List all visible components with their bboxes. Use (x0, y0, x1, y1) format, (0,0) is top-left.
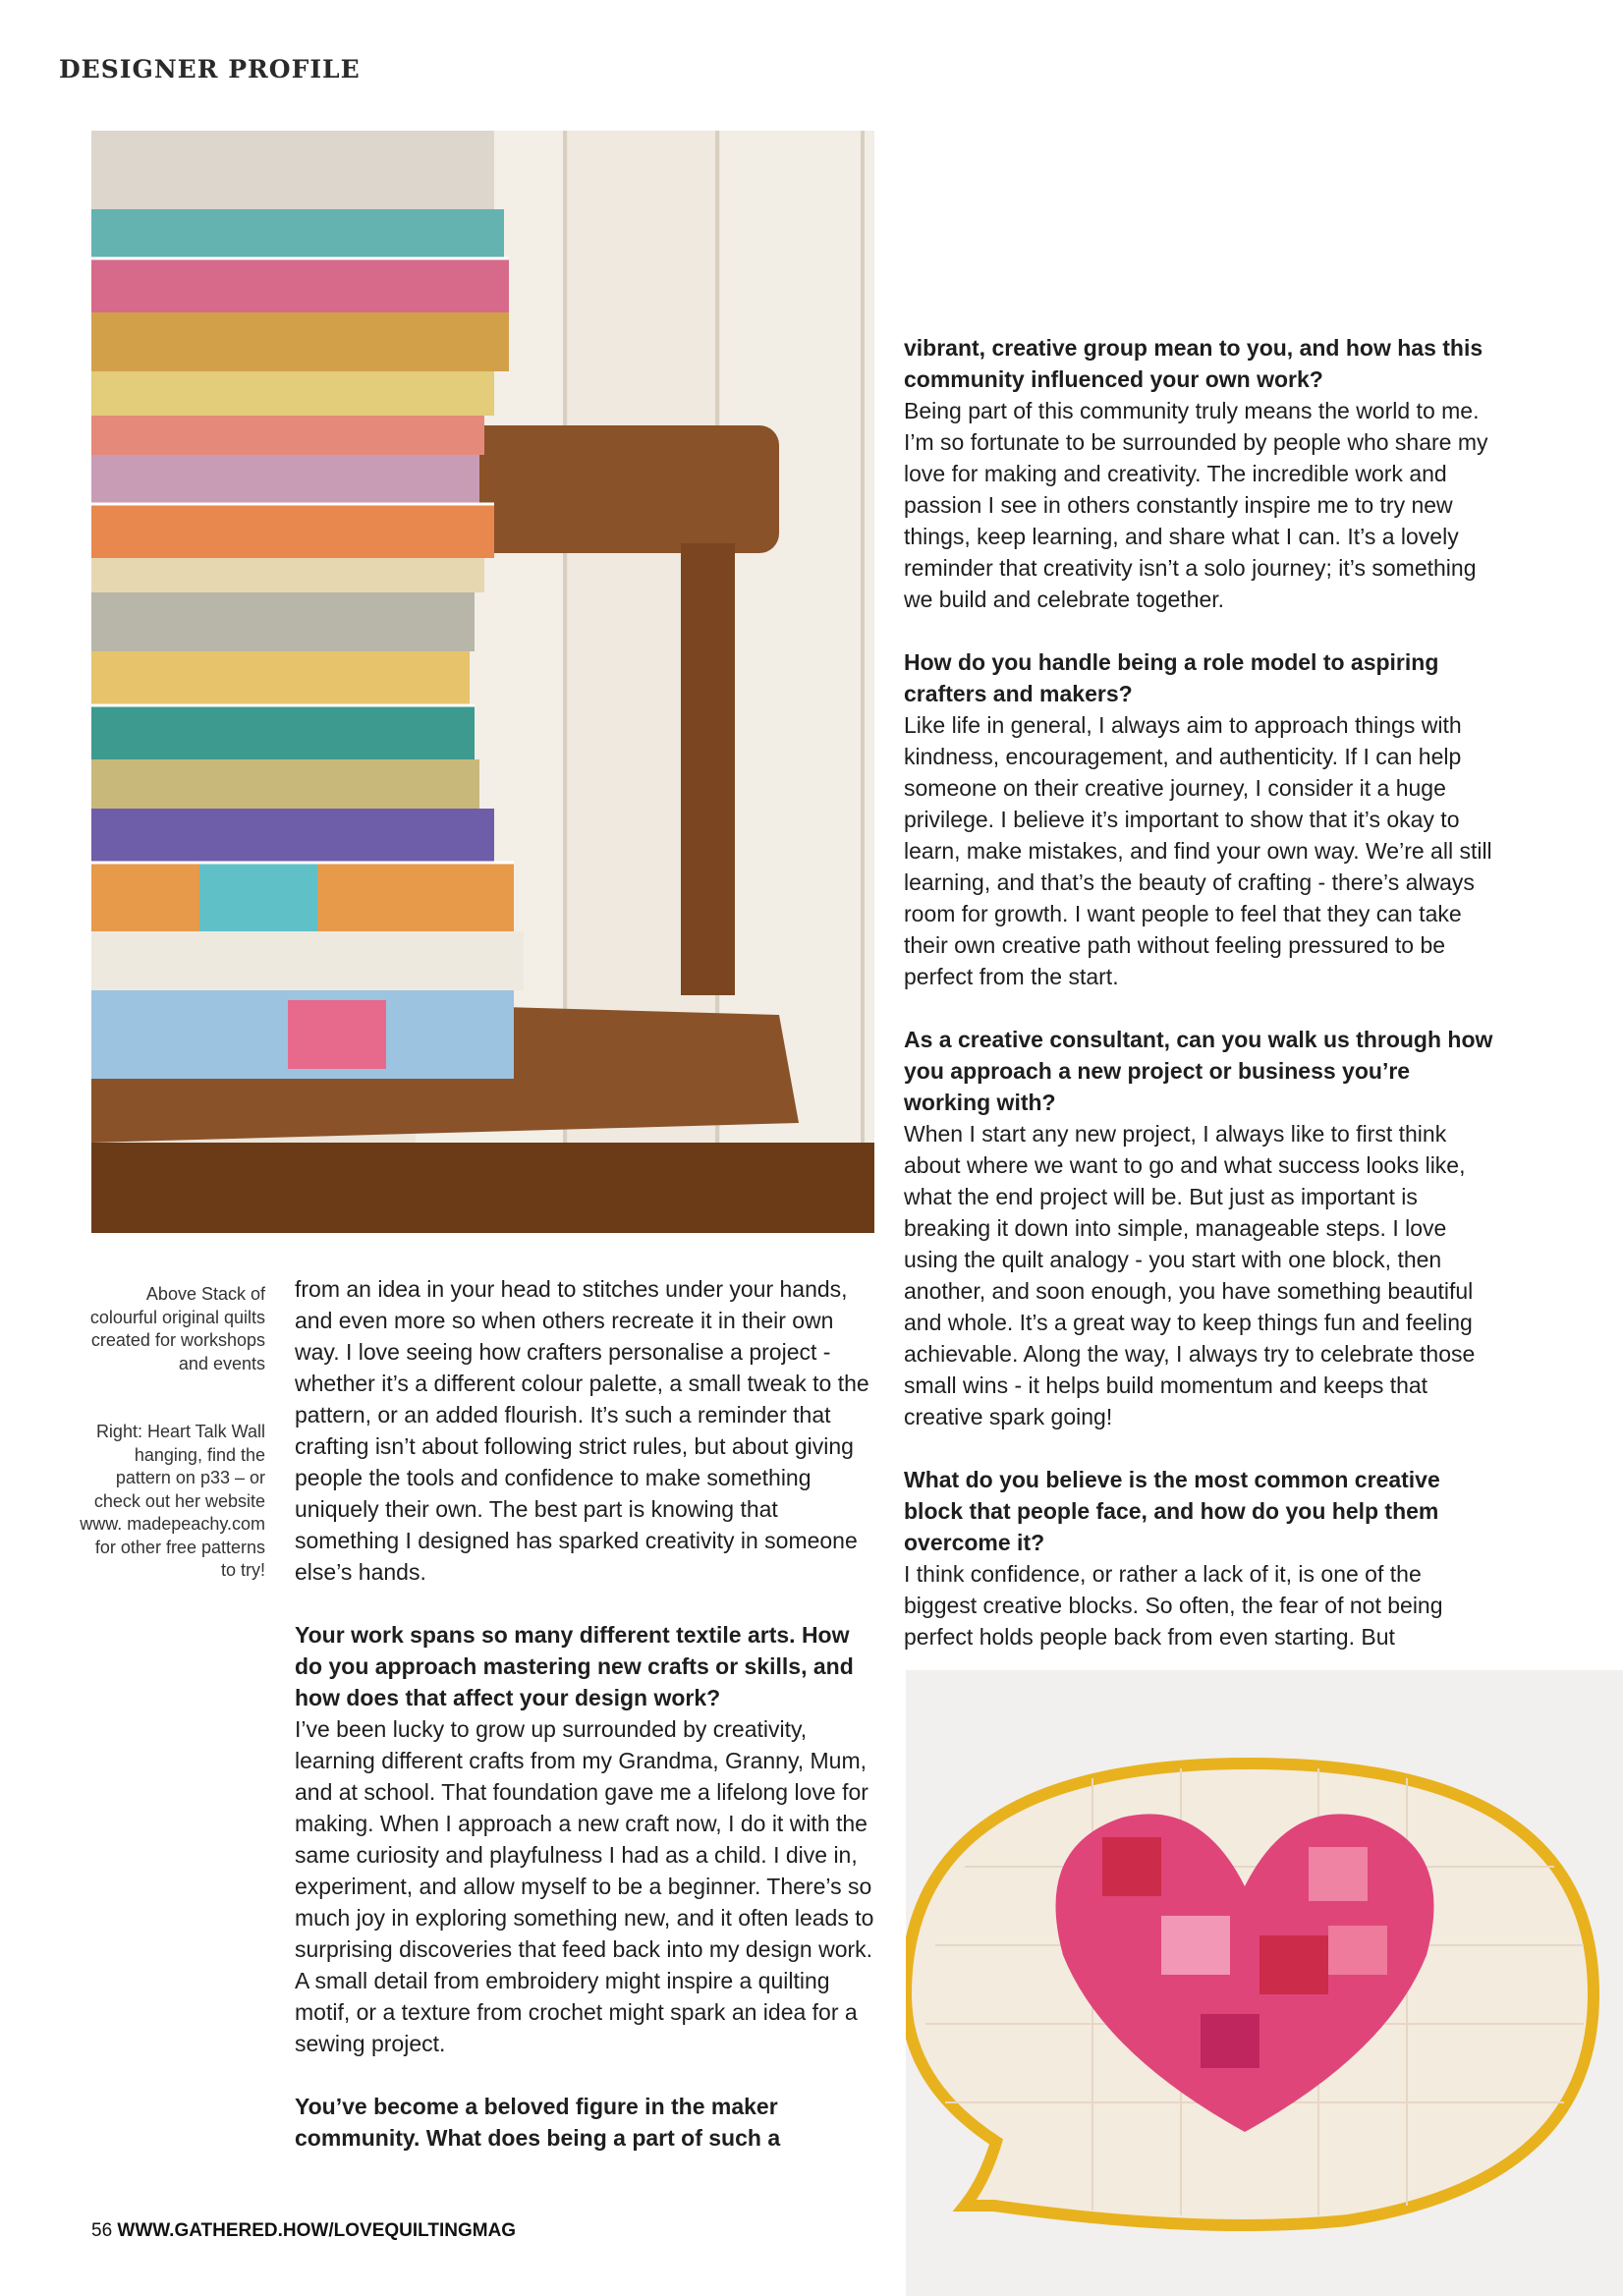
question: vibrant, creative group mean to you, and how has this community influenced your own work? (904, 335, 1483, 392)
answer: I’ve been lucky to grow up surrounded by creativity, learning different crafts from my Grandma, Granny, Mum, and at school. That foundation gave me a lifelong love for making. When I approach a new craft now, I do it with the same curiosity and playfulness I had as a child. I dive in, experiment, and allow myself to be a beginner. There’s so much joy in exploring something new, and it often leads to surprising discoveries that feed back into my design work. A small detail from embroidery might inspire a quilting motif, or a texture from crochet might spark an idea for a sewing project. (295, 1716, 874, 2056)
answer: Like life in general, I always aim to approach things with kindness, encouragement, and authenticity. If I can help someone on their creative journey, I consider it a huge privilege. I believe it’s important to show that it’s okay to learn, make mistakes, and find your own way. We’re all still learning, and that’s the beauty of crafting - there’s always room for growth. I want people to feel that they can take their own creative path without feeling pressured to be perfect from the start. (904, 712, 1492, 989)
question: What do you believe is the most common creative block that people face, and how do you help them overcome it? (904, 1467, 1440, 1555)
qa-block (295, 1619, 876, 2059)
website-url: WWW.GATHERED.HOW/LOVEQUILTINGMAG (117, 2220, 517, 2241)
caption-right: Right: Heart Talk Wall hanging, find the pattern on p33 – or check out her website www. madepeachy.com for other free patterns to try! (80, 1422, 265, 1580)
quilt-stack-photo (91, 131, 874, 1233)
question: How do you handle being a role model to aspiring crafters and makers? (904, 649, 1439, 706)
section-title: DESIGNER PROFILE (59, 55, 361, 84)
question: As a creative consultant, can you walk us through how you approach a new project or business you’re working with? (904, 1027, 1493, 1115)
heart-wall-hanging-photo (906, 1670, 1623, 2296)
qa-block (904, 332, 1493, 615)
qa-block (904, 1024, 1493, 1432)
qa-block (904, 1464, 1493, 1652)
page-footer (91, 2220, 516, 2242)
question: Your work spans so many different textile arts. How do you approach mastering new crafts or skills, and how does that affect your design work? (295, 1622, 854, 1710)
page-number: 56 (91, 2220, 113, 2241)
qa-block (904, 646, 1493, 992)
answer: Being part of this community truly means the world to me. I’m so fortunate to be surrounded by people who share my love for making and creativity. The incredible work and passion I see in others constantly inspire me to try new things, keep learning, and share what I can. It’s a lovely reminder that creativity isn’t a solo journey; it’s something we build and celebrate together. (904, 398, 1488, 612)
answer: When I start any new project, I always like to first think about where we want to go and what success looks like, what the end project will be. But just as important is breaking it down into simple, manageable steps. I love using the quilt analogy - you start with one block, then another, and soon enough, you have something beautiful and whole. It’s a great way to keep things fun and feeling achievable. Along the way, I always try to celebrate those small wins - it helps build momentum and keeps that creative spark going! (904, 1121, 1476, 1429)
right-column (904, 332, 1493, 1684)
answer: I think confidence, or rather a lack of it, is one of the biggest creative blocks. So often, the fear of not being perfect holds people back from even starting. But (904, 1561, 1443, 1650)
qa-block (295, 2091, 876, 2154)
caption-above: Above Stack of colourful original quilts created for workshops and events (89, 1284, 265, 1373)
paragraph: from an idea in your head to stitches under your hands, and even more so when others recreate it in their own way. I love seeing how crafters personalise a project - whether it’s a different colour palette, a small tweak to the pattern, or an added flourish. It’s such a reminder that crafting isn’t about following strict rules, but about giving people the tools and confidence to make something uniquely their own. The best part is knowing that something I designed has sparked creativity in someone else’s hands. (295, 1276, 869, 1585)
question: You’ve become a beloved figure in the maker community. What does being a part of such a (295, 2094, 781, 2151)
left-column (295, 1273, 876, 2185)
